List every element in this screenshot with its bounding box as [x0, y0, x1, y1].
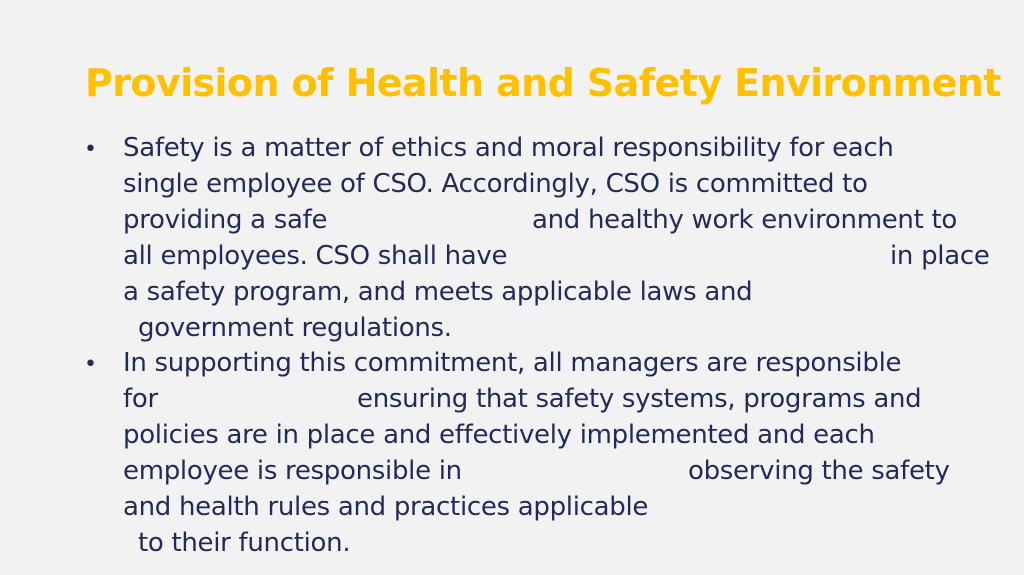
bullet-2-line-3: policies are in place and effectively implemented and each — [123, 420, 875, 450]
bullet-1-line-5: a safety program, and meets applicable laws and — [123, 277, 753, 307]
bullet-2-line-4a: employee is responsible in — [123, 456, 462, 486]
bullet-1-line-3a: providing a safe — [123, 205, 328, 235]
slide-title: Provision of Health and Safety Environment — [85, 61, 1001, 105]
bullet-2-line-2a: for — [123, 384, 158, 414]
bullet-1-line-2: single employee of CSO. Accordingly, CSO is committed to — [123, 169, 868, 199]
bullet-1-line-4a: all employees. CSO shall have — [123, 241, 508, 271]
bullet-1-line-3b: and healthy work environment to — [532, 205, 957, 235]
bullet-2-line-6: to their function. — [138, 528, 351, 558]
bullet-1-line-1: Safety is a matter of ethics and moral responsibility for each — [123, 133, 894, 163]
bullet-1-line-6: government regulations. — [138, 313, 452, 343]
bullet-1-line-4b: in place — [890, 241, 990, 271]
bullet-2-line-4b: observing the safety — [688, 456, 950, 486]
bullet-2-line-5: and health rules and practices applicable — [123, 492, 649, 522]
bullet-2-line-2b: ensuring that safety systems, programs and — [357, 384, 922, 414]
bullet-marker: • — [84, 352, 97, 377]
bullet-marker: • — [84, 137, 97, 162]
bullet-2-line-1: In supporting this commitment, all managers are responsible — [123, 348, 902, 378]
